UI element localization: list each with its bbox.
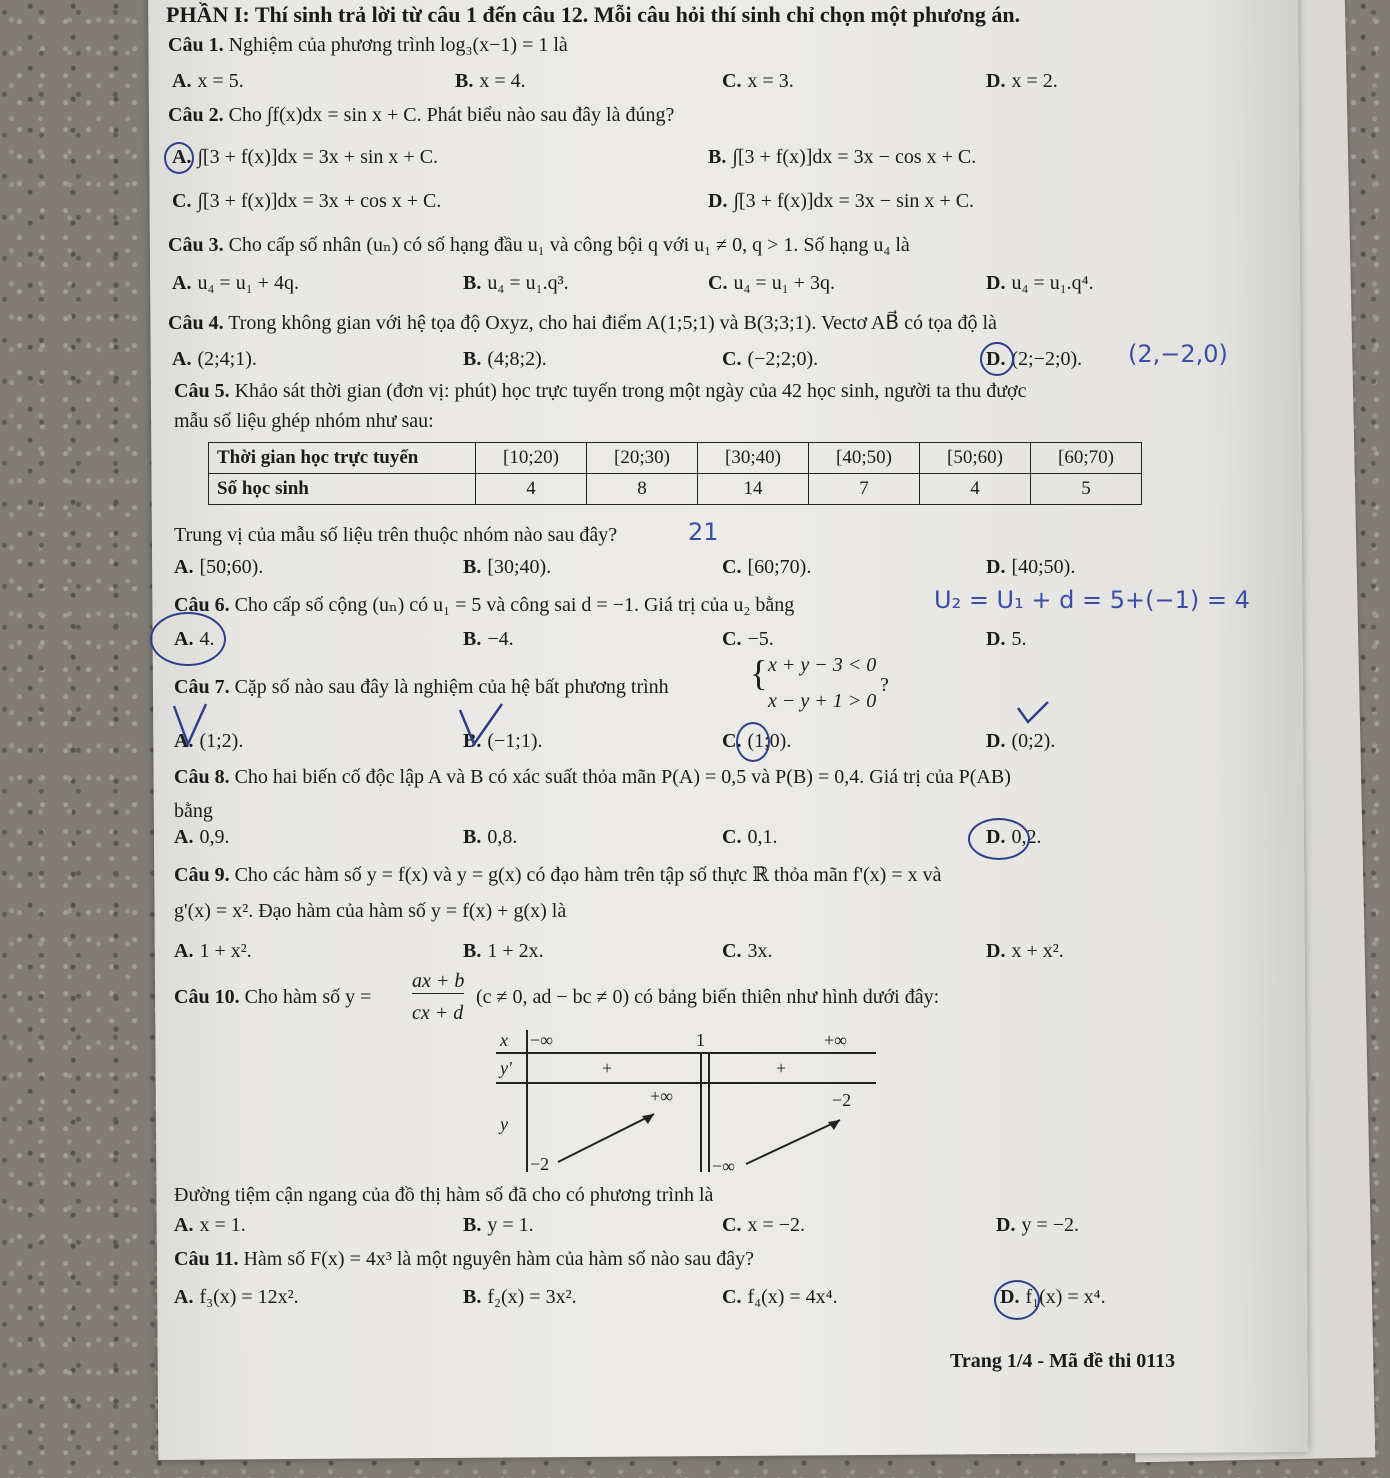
question-mark: ? bbox=[880, 674, 889, 696]
q1-option-b: B. x = 4. bbox=[455, 70, 526, 92]
q4-option-a: A. (2;4;1). bbox=[172, 348, 257, 370]
q9-option-b: B. 1 + 2x. bbox=[463, 940, 544, 962]
q5-stem-line2: mẫu số liệu ghép nhóm như sau: bbox=[174, 410, 434, 432]
frequency-table bbox=[208, 442, 1142, 505]
variation-table bbox=[496, 1030, 876, 1180]
table-cell: 4 bbox=[920, 474, 1031, 505]
q9-stem-line2: g'(x) = x². Đạo hàm của hàm số y = f(x) + g(x) là bbox=[174, 900, 567, 922]
q6-option-c: C. −5. bbox=[722, 628, 774, 650]
table-cell: [30;40) bbox=[698, 443, 809, 474]
q11-option-c: C. f₄(x) = 4x⁴. bbox=[722, 1286, 838, 1308]
neg-infinity: −∞ bbox=[530, 1030, 553, 1050]
system-line-1: x + y − 3 < 0 bbox=[768, 654, 877, 676]
q10-option-a: A. x = 1. bbox=[174, 1214, 246, 1236]
q10-question: Đường tiệm cận ngang của đồ thị hàm số đã cho có phương trình là bbox=[174, 1184, 714, 1206]
q3-stem: Câu 3. Cho cấp số nhân (uₙ) có số hạng đầu u₁ và công bội q với u₁ ≠ 0, q > 1. Số hạng u₄ là bbox=[168, 234, 910, 256]
table-header-cell: Thời gian học trực tuyến bbox=[209, 443, 476, 474]
q9-stem: Câu 9. Cho các hàm số y = f(x) và y = g(x) có đạo hàm trên tập số thực ℝ thỏa mãn f'(x) = x và bbox=[174, 864, 942, 886]
check-mark-icon bbox=[456, 700, 516, 750]
handwritten-note: U₂ = U₁ + d = 5+(−1) = 4 bbox=[934, 586, 1250, 614]
fraction-numerator: ax + b bbox=[412, 970, 465, 992]
table-cell: [10;20) bbox=[476, 443, 587, 474]
table-cell: 14 bbox=[698, 474, 809, 505]
q5-question: Trung vị của mẫu số liệu trên thuộc nhóm nào sau đây? bbox=[174, 524, 618, 546]
table-cell: 4 bbox=[476, 474, 587, 505]
table-row bbox=[209, 443, 1142, 474]
q8-option-a: A. 0,9. bbox=[174, 826, 230, 848]
q1-option-a: A. x = 5. bbox=[172, 70, 244, 92]
handwritten-note: (2,−2,0) bbox=[1128, 340, 1228, 368]
q7-option-a: A. (1;2). bbox=[174, 730, 244, 752]
q2-option-a: A. ∫[3 + f(x)]dx = 3x + sin x + C. bbox=[172, 146, 439, 168]
y-prime-label: y' bbox=[500, 1058, 512, 1078]
table-cell: 8 bbox=[587, 474, 698, 505]
q9-option-c: C. 3x. bbox=[722, 940, 773, 962]
q2-option-d: D. ∫[3 + f(x)]dx = 3x − sin x + C. bbox=[708, 190, 975, 212]
q11-option-d: D. f₁(x) = x⁴. bbox=[1000, 1286, 1106, 1308]
q11-option-b: B. f₂(x) = 3x². bbox=[463, 1286, 577, 1308]
fraction-denominator: cx + d bbox=[412, 1002, 464, 1024]
q3-option-b: B. u₄ = u₁.q³. bbox=[463, 272, 569, 294]
answer-mark-circle bbox=[150, 612, 226, 666]
sign-plus: + bbox=[776, 1058, 787, 1078]
q11-option-a: A. f₃(x) = 12x². bbox=[174, 1286, 299, 1308]
increase-arrows bbox=[556, 1108, 856, 1168]
q2-option-b: B. ∫[3 + f(x)]dx = 3x − cos x + C. bbox=[708, 146, 977, 168]
answer-mark-circle bbox=[980, 342, 1014, 376]
q5-stem-line1: Câu 5. Khảo sát thời gian (đơn vị: phút) học trực tuyến trong một ngày của 42 học sinh, người ta thu được bbox=[174, 380, 1027, 402]
q6-option-d: D. 5. bbox=[986, 628, 1027, 650]
value-one: 1 bbox=[696, 1030, 705, 1050]
q2-option-c: C. ∫[3 + f(x)]dx = 3x + cos x + C. bbox=[172, 190, 442, 212]
limit-minus-two: −2 bbox=[832, 1090, 852, 1110]
answer-mark-circle bbox=[968, 818, 1030, 860]
q1-option-d: D. x = 2. bbox=[986, 70, 1058, 92]
q5-option-a: A. [50;60). bbox=[174, 556, 264, 578]
q3-option-d: D. u₄ = u₁.q⁴. bbox=[986, 272, 1094, 294]
answer-mark-circle bbox=[736, 722, 770, 762]
system-line-2: x − y + 1 > 0 bbox=[768, 690, 877, 712]
table-cell: [50;60) bbox=[920, 443, 1031, 474]
q6-option-b: B. −4. bbox=[463, 628, 514, 650]
answer-mark-circle bbox=[164, 142, 194, 174]
q4-stem: Câu 4. Trong không gian với hệ tọa độ Oxyz, cho hai điểm A(1;5;1) và B(3;3;1). Vectơ AB⃗ có tọa độ là bbox=[168, 312, 997, 334]
table-divider bbox=[496, 1082, 876, 1084]
q7-option-c: C. (1;0). bbox=[722, 730, 792, 752]
table-cell: 7 bbox=[809, 474, 920, 505]
page-footer: Trang 1/4 - Mã đề thi 0113 bbox=[950, 1350, 1176, 1372]
q10-stem-post: (c ≠ 0, ad − bc ≠ 0) có bảng biến thiên như hình dưới đây: bbox=[476, 986, 940, 1008]
q4-option-d: D. (2;−2;0). bbox=[986, 348, 1083, 370]
q3-option-a: A. u₄ = u₁ + 4q. bbox=[172, 272, 299, 294]
q4-option-b: B. (4;8;2). bbox=[463, 348, 547, 370]
table-cell: [20;30) bbox=[587, 443, 698, 474]
q10-stem-pre: Câu 10. Cho hàm số y = bbox=[174, 986, 372, 1008]
x-label: x bbox=[500, 1030, 508, 1050]
q4-option-c: C. (−2;2;0). bbox=[722, 348, 819, 370]
q1-stem: Câu 1. Nghiệm của phương trình log₃(x−1) = 1 là bbox=[168, 34, 568, 56]
y-label: y bbox=[500, 1114, 508, 1134]
q3-option-c: C. u₄ = u₁ + 3q. bbox=[708, 272, 835, 294]
minus-infinity: −∞ bbox=[712, 1156, 735, 1176]
table-cell: [60;70) bbox=[1031, 443, 1142, 474]
q5-option-b: B. [30;40). bbox=[463, 556, 552, 578]
q10-option-c: C. x = −2. bbox=[722, 1214, 806, 1236]
q10-option-b: B. y = 1. bbox=[463, 1214, 534, 1236]
q1-option-c: C. x = 3. bbox=[722, 70, 794, 92]
q6-option-a: A. 4. bbox=[174, 628, 215, 650]
part-heading: PHẦN I: Thí sinh trả lời từ câu 1 đến câu 12. Mỗi câu hỏi thí sinh chỉ chọn một phương án. bbox=[166, 2, 1021, 27]
limit-minus-two: −2 bbox=[530, 1154, 550, 1174]
brace: { bbox=[750, 653, 768, 693]
q2-stem: Câu 2. Cho ∫f(x)dx = sin x + C. Phát biểu nào sau đây là đúng? bbox=[168, 104, 675, 126]
q7-option-b: B. (−1;1). bbox=[463, 730, 543, 752]
q8-option-b: B. 0,8. bbox=[463, 826, 518, 848]
plus-infinity: +∞ bbox=[650, 1086, 673, 1106]
q8-option-d: D. 0,2. bbox=[986, 826, 1042, 848]
table-cell: 5 bbox=[1031, 474, 1142, 505]
q7-option-d: D. (0;2). bbox=[986, 730, 1056, 752]
q8-stem: Câu 8. Cho hai biến cố độc lập A và B có xác suất thỏa mãn P(A) = 0,5 và P(B) = 0,4. Giá trị của P(AB) bbox=[174, 766, 1011, 788]
q8-option-c: C. 0,1. bbox=[722, 826, 778, 848]
pos-infinity: +∞ bbox=[824, 1030, 847, 1050]
q5-option-d: D. [40;50). bbox=[986, 556, 1076, 578]
q7-stem: Câu 7. Cặp số nào sau đây là nghiệm của hệ bất phương trình bbox=[174, 676, 669, 698]
answer-mark-circle bbox=[994, 1280, 1040, 1320]
check-mark-icon bbox=[1014, 700, 1054, 726]
table-cell: [40;50) bbox=[809, 443, 920, 474]
table-divider bbox=[496, 1052, 876, 1054]
sign-plus: + bbox=[602, 1058, 613, 1078]
cross-mark-icon bbox=[170, 700, 210, 750]
q10-option-d: D. y = −2. bbox=[996, 1214, 1080, 1236]
q8-stem-line2: bằng bbox=[174, 800, 213, 822]
q9-option-d: D. x + x². bbox=[986, 940, 1064, 962]
q6-stem: Câu 6. Cho cấp số cộng (uₙ) có u₁ = 5 và công sai d = −1. Giá trị của u₂ bằng bbox=[174, 594, 795, 616]
table-header-cell: Số học sinh bbox=[209, 474, 476, 505]
handwritten-note: 21 bbox=[688, 518, 719, 546]
q11-stem: Câu 11. Hàm số F(x) = 4x³ là một nguyên hàm của hàm số nào sau đây? bbox=[174, 1248, 754, 1270]
table-row bbox=[209, 474, 1142, 505]
q9-option-a: A. 1 + x². bbox=[174, 940, 252, 962]
q5-option-c: C. [60;70). bbox=[722, 556, 812, 578]
